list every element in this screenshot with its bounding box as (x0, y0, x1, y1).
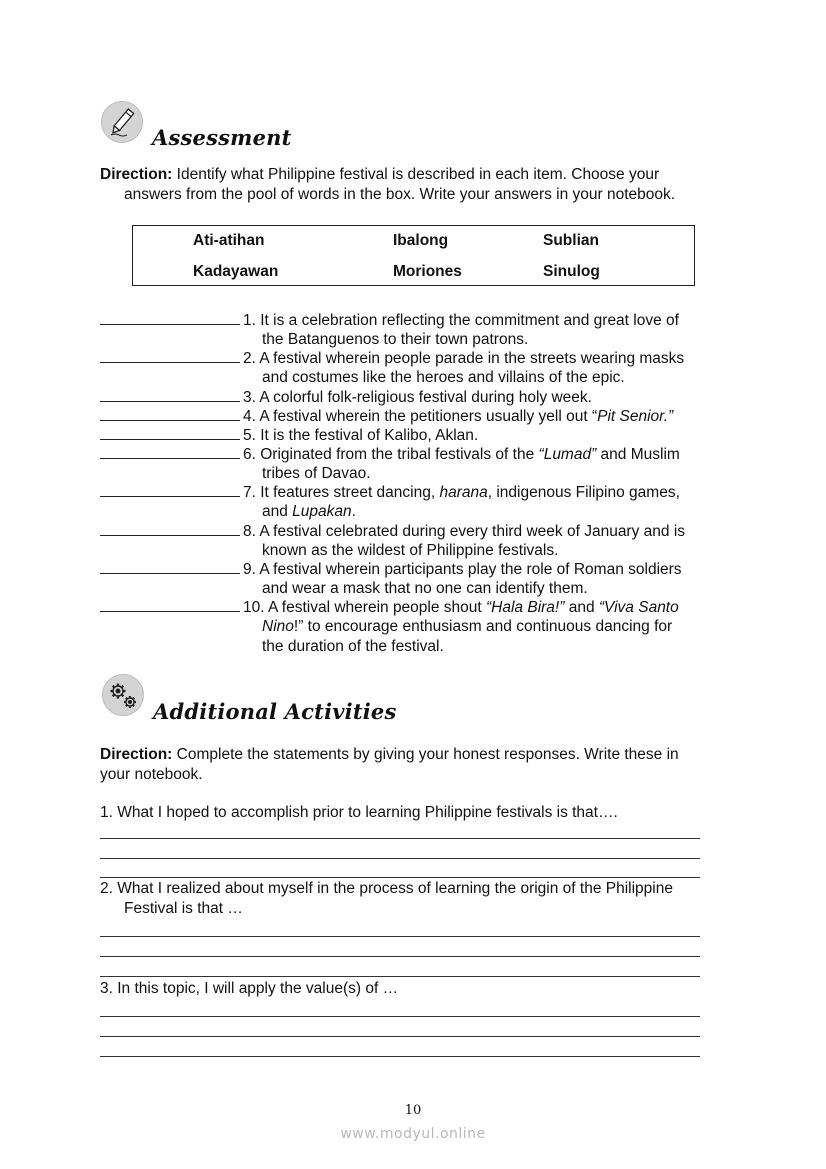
question-item (100, 521, 740, 561)
assessment-title: Assessment (152, 125, 292, 150)
item-text: A colorful folk-religious festival during holy week. (259, 389, 592, 406)
item-number: 4. (243, 408, 256, 425)
item-text-italic: Lupakan (292, 503, 352, 521)
answer-blank[interactable] (100, 521, 240, 536)
response-line[interactable] (100, 858, 700, 859)
item-number: 9. (243, 561, 256, 578)
item-number: 2. (243, 350, 256, 367)
item-text-italic: Nino (262, 618, 294, 636)
item-text: A festival wherein participants play the role of Roman soldiers (259, 561, 682, 578)
page-number: 10 (404, 1103, 422, 1118)
direction-text-line2: your notebook. (100, 766, 203, 783)
answer-blank[interactable] (100, 348, 240, 363)
gears-icon (102, 674, 144, 716)
answer-blank[interactable] (100, 444, 240, 459)
prompt-3: 3. In this topic, I will apply the value(s) of … (100, 980, 399, 997)
item-text: known as the wildest of Philippine festivals. (262, 542, 559, 560)
additional-direction (100, 745, 740, 785)
answer-blank[interactable] (100, 387, 240, 402)
word-pool-item: Moriones (393, 263, 462, 280)
item-text: A festival celebrated during every third week of January and is (259, 523, 686, 540)
word-pool-item: Ibalong (393, 232, 449, 249)
answer-blank[interactable] (100, 597, 240, 612)
item-number: 1. (243, 312, 256, 329)
item-text-italic: “Hala Bira!” (486, 599, 565, 616)
word-pool-item: Sinulog (543, 263, 600, 280)
response-line[interactable] (100, 1056, 700, 1057)
prompt-2-line1: 2. What I realized about myself in the process of learning the origin of the Philippine (100, 880, 673, 897)
response-line[interactable] (100, 1016, 700, 1017)
item-number: 5. (243, 427, 256, 444)
direction-text-line2: answers from the pool of words in the box. Write your answers in your notebook. (124, 186, 676, 203)
item-text: and (262, 503, 293, 521)
footer-watermark: www.modyul.online (340, 1126, 486, 1142)
response-line[interactable] (100, 976, 700, 977)
item-text: , indigenous Filipino games, (487, 484, 680, 501)
answer-blank[interactable] (100, 425, 240, 440)
item-number: 7. (243, 484, 256, 501)
response-line[interactable] (100, 1036, 700, 1037)
item-text: and Muslim (596, 446, 680, 463)
item-text: . (351, 503, 356, 521)
question-item (100, 406, 740, 426)
question-item (100, 310, 740, 350)
prompt-1: 1. What I hoped to accomplish prior to learning Philippine festivals is that…. (100, 804, 618, 821)
item-text: the duration of the festival. (262, 637, 444, 655)
item-text: !” to encourage enthusiasm and continuous dancing for (293, 618, 673, 636)
answer-blank[interactable] (100, 310, 240, 325)
question-item (100, 597, 740, 656)
response-line[interactable] (100, 956, 700, 957)
item-text: A festival wherein people shout (268, 599, 487, 616)
question-item (100, 444, 740, 484)
item-number: 10. (243, 599, 265, 616)
assessment-direction (100, 165, 740, 205)
word-pool-item: Sublian (543, 232, 599, 249)
response-line[interactable] (100, 936, 700, 937)
response-line[interactable] (100, 877, 700, 878)
item-text-italic: harana (439, 484, 488, 501)
prompt-2 (100, 879, 740, 919)
item-number: 6. (243, 446, 256, 463)
item-text-italic: “Viva Santo (598, 599, 679, 616)
word-pool-item: Kadayawan (193, 263, 279, 280)
direction-text-line1: Complete the statements by giving your honest responses. Write these in (176, 746, 679, 763)
question-item (100, 482, 740, 522)
question-item (100, 348, 740, 388)
question-item (100, 425, 740, 445)
item-text: and wear a mask that no one can identify them. (262, 580, 588, 598)
item-text: It features street dancing, (260, 484, 440, 501)
item-text: It is a celebration reflecting the commitment and great love of (260, 312, 679, 329)
item-text: the Batanguenos to their town patrons. (262, 331, 529, 349)
direction-label: Direction: (100, 746, 173, 763)
question-item (100, 559, 740, 599)
item-text: A festival wherein the petitioners usually yell out “ (259, 408, 598, 425)
item-number: 8. (243, 523, 256, 540)
item-text: Originated from the tribal festivals of the (260, 446, 539, 463)
answer-blank[interactable] (100, 482, 240, 497)
direction-text-line1: Identify what Philippine festival is described in each item. Choose your (176, 166, 660, 183)
additional-activities-title: Additional Activities (153, 699, 397, 724)
word-pool-box (132, 225, 695, 286)
answer-blank[interactable] (100, 406, 240, 421)
question-item (100, 387, 740, 407)
item-text: and costumes like the heroes and villains of the epic. (262, 369, 625, 387)
direction-label: Direction: (100, 166, 173, 183)
item-text: It is the festival of Kalibo, Aklan. (260, 427, 479, 444)
response-line[interactable] (100, 838, 700, 839)
word-pool-item: Ati-atihan (193, 232, 265, 249)
item-text-italic: Pit Senior.” (597, 408, 674, 425)
item-text: tribes of Davao. (262, 465, 371, 483)
answer-blank[interactable] (100, 559, 240, 574)
prompt-2-line2: Festival is that … (124, 900, 243, 917)
item-text-italic: “Lumad” (538, 446, 597, 463)
item-text: A festival wherein people parade in the streets wearing masks (259, 350, 685, 367)
item-text: and (564, 599, 599, 616)
pencil-icon (101, 101, 143, 143)
item-number: 3. (243, 389, 256, 406)
